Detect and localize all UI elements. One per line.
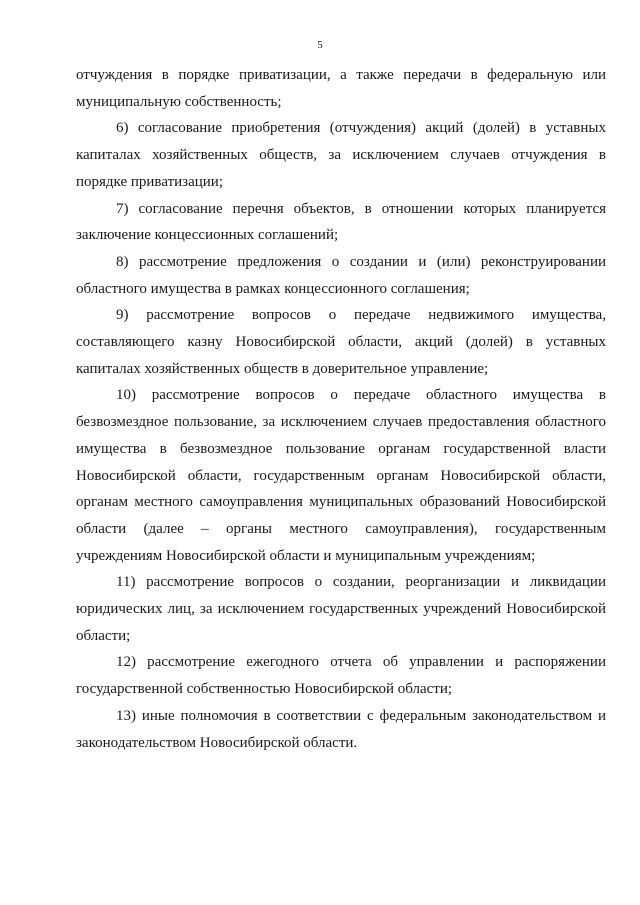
paragraph-item-12: 12) рассмотрение ежегодного отчета об управлении и распоряжении государственной собственностью Новосибирской области; <box>76 654 606 698</box>
paragraph-item-8: 8) рассмотрение предложения о создании и (или) реконструировании областного имущества в рамках концессионного соглашения; <box>76 253 606 297</box>
document-body <box>76 62 606 756</box>
paragraph-item-9: 9) рассмотрение вопросов о передаче недвижимого имущества, составляющего казну Новосибирской области, акций (долей) в уставных капиталах хозяйственных обществ в доверительное управление; <box>76 307 606 377</box>
paragraph-item-11: 11) рассмотрение вопросов о создании, реорганизации и ликвидации юридических лиц, за исключением государственных учреждений Новосибирской области; <box>76 574 606 644</box>
paragraph-item-7: 7) согласование перечня объектов, в отношении которых планируется заключение концессионных соглашений; <box>76 200 606 244</box>
paragraph-continuation: отчуждения в порядке приватизации, а также передачи в федеральную или муниципальную собственность; <box>76 67 606 110</box>
paragraph-item-6: 6) согласование приобретения (отчуждения) акций (долей) в уставных капиталах хозяйственных обществ, за исключением случаев отчуждения в порядке приватизации; <box>76 120 606 190</box>
page-number: 5 <box>317 39 323 51</box>
paragraph-item-13: 13) иные полномочия в соответствии с федеральным законодательством и законодательством Новосибирской области. <box>76 707 606 751</box>
paragraph-item-10: 10) рассмотрение вопросов о передаче областного имущества в безвозмездное пользование, за исключением случаев предоставления областного имущества в безвозмездное пользование органам государственной власти Новосибирской области, государственным органам Новосибирской области, органам местного самоуправления муниципальных образований Новосибирской области (далее – органы местного самоуправления), государственным учреждениям Новосибирской области и муниципальным учреждениям; <box>76 387 606 564</box>
